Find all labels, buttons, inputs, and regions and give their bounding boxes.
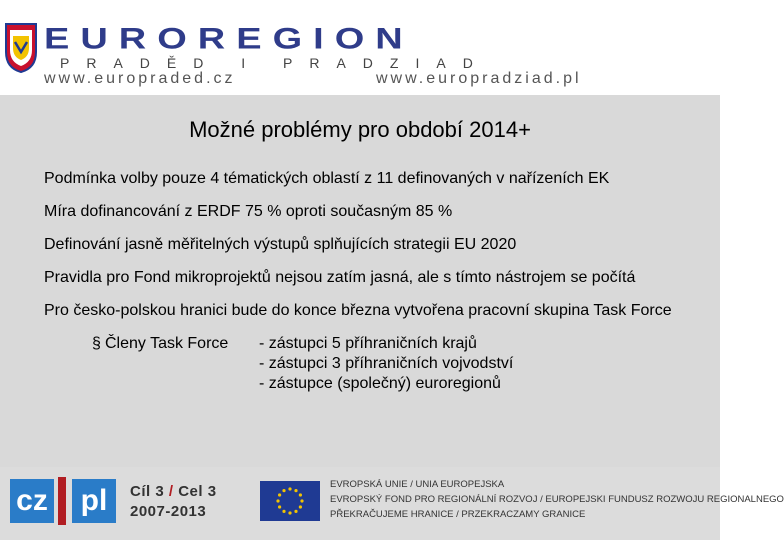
url-cz[interactable]: www.europraded.cz — [44, 70, 236, 87]
list-item: Podmínka volby pouze 4 tématických oblastí z 11 definovaných v nařízeních EK — [44, 170, 610, 187]
footer-banner — [0, 467, 784, 540]
program-years: 2007-2013 — [130, 503, 207, 520]
program-name — [130, 483, 217, 500]
pl-logo: pl — [72, 479, 116, 523]
banner-urls — [44, 70, 704, 88]
euroregion-crest-icon — [4, 22, 38, 74]
cz-logo: cz — [10, 479, 54, 523]
cil-pl: Cel 3 — [178, 483, 217, 500]
eu-line: EVROPSKÁ UNIE / UNIA EUROPEJSKA — [330, 479, 505, 490]
eu-star — [299, 505, 302, 508]
banner-title-text: EUROREGION — [44, 22, 414, 56]
sub-value: - zástupci 3 příhraničních vojvodství — [259, 355, 514, 372]
header-banner — [0, 0, 720, 94]
eu-star — [278, 505, 281, 508]
task-force-members — [92, 334, 694, 394]
eu-star — [278, 493, 281, 496]
eu-star — [276, 499, 279, 502]
eu-star — [294, 510, 297, 513]
eu-star — [288, 487, 291, 490]
slide-title: Možné problémy pro období 2014+ — [189, 117, 531, 142]
slide-content — [0, 95, 720, 467]
list-item: Míra dofinancování z ERDF 75 % oproti současným 85 % — [44, 203, 453, 220]
sub-values — [259, 334, 694, 394]
eu-star — [288, 511, 291, 514]
sub-label: Členy Task Force — [105, 335, 229, 352]
sub-value: - zástupci 5 příhraničních krajů — [259, 335, 477, 352]
banner-subtitle: PRADĚD I PRADZIAD — [60, 55, 490, 71]
eu-fund-text — [330, 477, 784, 522]
eu-line: EVROPSKÝ FOND PRO REGIONÁLNÍ ROZVOJ / EUROPEJSKI FUNDUSZ ROZWOJU REGIONALNEGO — [330, 494, 784, 505]
list-item: Pro česko-polskou hranici bude do konce března vytvořena pracovní skupina Task Force — [44, 302, 672, 319]
eu-flag-icon — [260, 481, 320, 521]
sub-bullet: § — [92, 335, 101, 352]
list-item: Pravidla pro Fond mikroprojektů nejsou zatím jasná, ale s tímto nástrojem se počítá — [44, 269, 636, 286]
list-item: Definování jasně měřitelných výstupů splňujících strategii EU 2020 — [44, 236, 517, 253]
eu-star — [282, 489, 285, 492]
cil-cz: Cíl 3 — [130, 483, 165, 500]
cil-slash: / — [164, 483, 179, 500]
bullet-list — [44, 169, 694, 394]
sub-value: - zástupce (společný) euroregionů — [259, 375, 501, 392]
logo-divider — [58, 477, 66, 525]
eu-star — [300, 499, 303, 502]
eu-star — [294, 489, 297, 492]
url-pl[interactable]: www.europradziad.pl — [376, 70, 582, 87]
eu-star — [299, 493, 302, 496]
eu-star — [282, 510, 285, 513]
eu-line: PŘEKRAČUJEME HRANICE / PRZEKRACZAMY GRANICE — [330, 509, 586, 520]
